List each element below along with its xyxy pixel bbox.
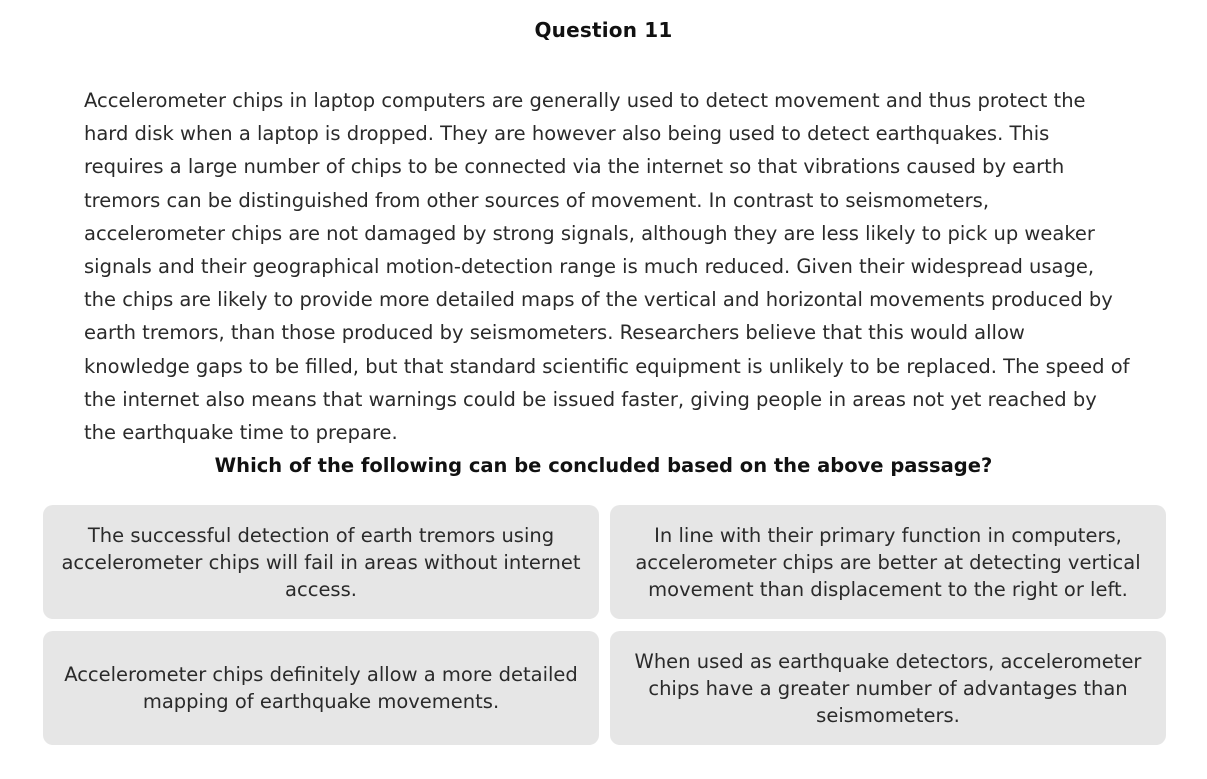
answer-option-2[interactable] [610, 505, 1166, 619]
question-passage: Accelerometer chips in laptop computers are generally used to detect movement and thus protect the hard disk when a laptop is dropped. They are however also being used to detect earthquakes. This requires a large number of chips to be connected via the internet so that vibrations caused by earth tremors can be distinguished from other sources of movement. In contrast to seismometers, accelerometer chips are not damaged by strong signals, although they are less likely to pick up weaker signals and their geographical motion-detection range is much reduced. Given their widespread usage, the chips are likely to provide more detailed maps of the vertical and horizontal movements produced by earth tremors, than those produced by seismometers. Researchers believe that this would allow knowledge gaps to be filled, but that standard scientific equipment is unlikely to be replaced. The speed of the internet also means that warnings could be issued faster, giving people in areas not yet reached by the earthquake time to prepare. [84, 89, 1130, 445]
answer-option-label: The successful detection of earth tremors using accelerometer chips will fail in areas without internet access. [61, 523, 581, 601]
answer-option-4[interactable] [610, 631, 1166, 745]
answer-option-label: Accelerometer chips definitely allow a more detailed mapping of earthquake movements. [64, 663, 578, 713]
answer-option-1[interactable] [43, 505, 599, 619]
answer-option-label: In line with their primary function in computers, accelerometer chips are better at detecting vertical movement than displacement to the right or left. [635, 523, 1141, 601]
answer-option-label: When used as earthquake detectors, accelerometer chips have a greater number of advantages than seismometers. [634, 649, 1142, 727]
answer-option-3[interactable] [43, 631, 599, 745]
answer-options [43, 505, 1166, 745]
question-title: Question 11 [534, 18, 673, 42]
question-prompt: Which of the following can be concluded based on the above passage? [214, 454, 993, 477]
